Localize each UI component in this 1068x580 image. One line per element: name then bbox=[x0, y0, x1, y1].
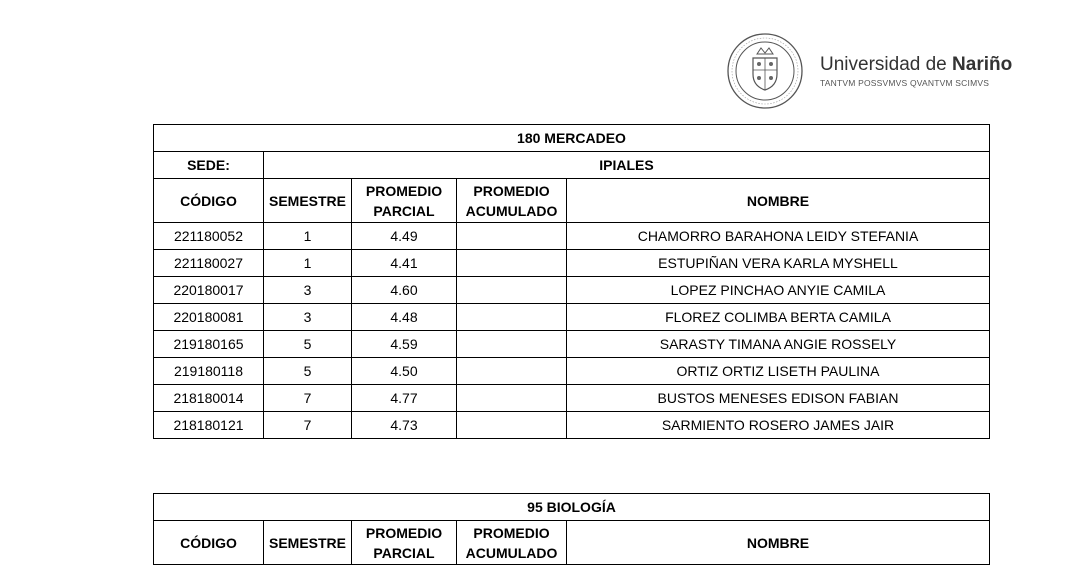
parcial-cell: 4.41 bbox=[352, 250, 457, 277]
nombre-cell: FLOREZ COLIMBA BERTA CAMILA bbox=[567, 304, 990, 331]
grades-table-mercadeo bbox=[153, 124, 990, 439]
nombre-cell: ORTIZ ORTIZ LISETH PAULINA bbox=[567, 358, 990, 385]
column-header-codigo: CÓDIGO bbox=[154, 179, 264, 223]
table-row bbox=[154, 331, 990, 358]
table-row bbox=[154, 250, 990, 277]
acumulado-cell bbox=[457, 385, 567, 412]
table-row bbox=[154, 385, 990, 412]
semestre-cell: 1 bbox=[264, 223, 352, 250]
codigo-cell: 219180118 bbox=[154, 358, 264, 385]
column-header-promedio-parcial: PROMEDIO PARCIAL bbox=[352, 179, 457, 223]
codigo-cell: 220180017 bbox=[154, 277, 264, 304]
column-header-nombre: NOMBRE bbox=[567, 179, 990, 223]
parcial-cell: 4.49 bbox=[352, 223, 457, 250]
sede-label: SEDE: bbox=[154, 152, 264, 179]
column-header-codigo: CÓDIGO bbox=[154, 521, 264, 565]
codigo-cell: 221180027 bbox=[154, 250, 264, 277]
parcial-cell: 4.59 bbox=[352, 331, 457, 358]
codigo-cell: 218180014 bbox=[154, 385, 264, 412]
acumulado-cell bbox=[457, 304, 567, 331]
parcial-cell: 4.48 bbox=[352, 304, 457, 331]
semestre-cell: 5 bbox=[264, 358, 352, 385]
table-row bbox=[154, 223, 990, 250]
table-row bbox=[154, 412, 990, 439]
table-title: 95 BIOLOGÍA bbox=[154, 494, 990, 521]
semestre-cell: 1 bbox=[264, 250, 352, 277]
parcial-cell: 4.77 bbox=[352, 385, 457, 412]
sede-value: IPIALES bbox=[264, 152, 990, 179]
semestre-cell: 3 bbox=[264, 277, 352, 304]
nombre-cell: ESTUPIÑAN VERA KARLA MYSHELL bbox=[567, 250, 990, 277]
table-row bbox=[154, 304, 990, 331]
acumulado-cell bbox=[457, 331, 567, 358]
semestre-cell: 7 bbox=[264, 412, 352, 439]
column-header-promedio-acumulado: PROMEDIO ACUMULADO bbox=[457, 521, 567, 565]
column-header-promedio-parcial: PROMEDIO PARCIAL bbox=[352, 521, 457, 565]
university-name: Universidad de Nariño bbox=[820, 54, 1013, 75]
table-row bbox=[154, 277, 990, 304]
university-logo-block bbox=[726, 32, 1026, 110]
codigo-cell: 221180052 bbox=[154, 223, 264, 250]
column-header-semestre: SEMESTRE bbox=[264, 521, 352, 565]
university-motto: TANTVM POSSVMVS QVANTVM SCIMVS bbox=[820, 78, 990, 88]
codigo-cell: 218180121 bbox=[154, 412, 264, 439]
nombre-cell: SARASTY TIMANA ANGIE ROSSELY bbox=[567, 331, 990, 358]
acumulado-cell bbox=[457, 277, 567, 304]
nombre-cell: CHAMORRO BARAHONA LEIDY STEFANIA bbox=[567, 223, 990, 250]
semestre-cell: 3 bbox=[264, 304, 352, 331]
acumulado-cell bbox=[457, 412, 567, 439]
acumulado-cell bbox=[457, 250, 567, 277]
column-header-nombre: NOMBRE bbox=[567, 521, 990, 565]
column-header-promedio-acumulado: PROMEDIO ACUMULADO bbox=[457, 179, 567, 223]
acumulado-cell bbox=[457, 223, 567, 250]
semestre-cell: 7 bbox=[264, 385, 352, 412]
nombre-cell: BUSTOS MENESES EDISON FABIAN bbox=[567, 385, 990, 412]
parcial-cell: 4.50 bbox=[352, 358, 457, 385]
university-seal-icon bbox=[726, 32, 804, 110]
table-row bbox=[154, 358, 990, 385]
parcial-cell: 4.73 bbox=[352, 412, 457, 439]
acumulado-cell bbox=[457, 358, 567, 385]
table-title: 180 MERCADEO bbox=[154, 125, 990, 152]
semestre-cell: 5 bbox=[264, 331, 352, 358]
nombre-cell: SARMIENTO ROSERO JAMES JAIR bbox=[567, 412, 990, 439]
nombre-cell: LOPEZ PINCHAO ANYIE CAMILA bbox=[567, 277, 990, 304]
parcial-cell: 4.60 bbox=[352, 277, 457, 304]
codigo-cell: 220180081 bbox=[154, 304, 264, 331]
codigo-cell: 219180165 bbox=[154, 331, 264, 358]
column-header-semestre: SEMESTRE bbox=[264, 179, 352, 223]
grades-table-biologia bbox=[153, 493, 990, 565]
